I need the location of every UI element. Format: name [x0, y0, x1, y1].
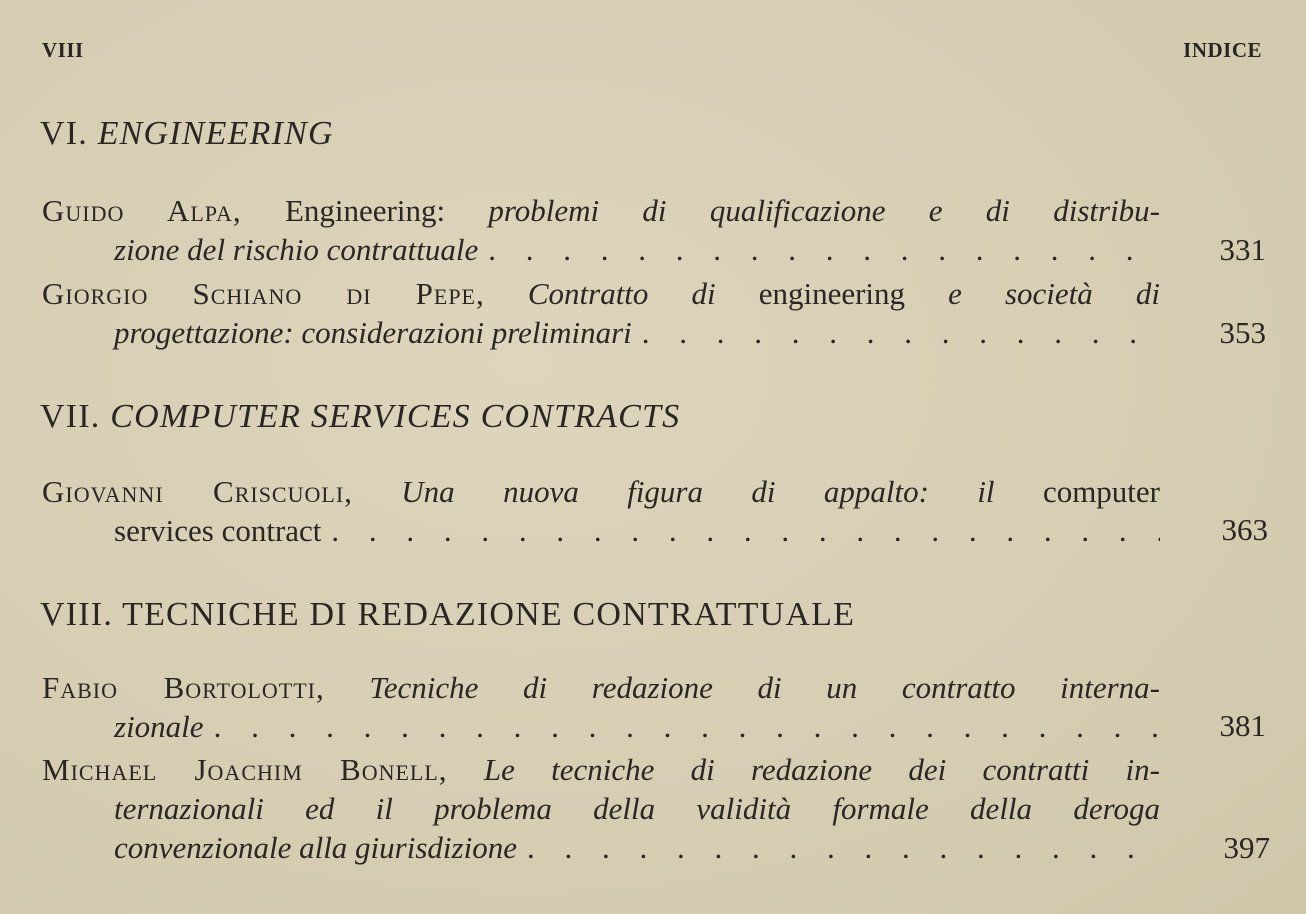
entry-line: [42, 668, 1160, 707]
entry-line-cont: [42, 313, 1160, 352]
toc-entry-alpa[interactable]: [42, 191, 1160, 269]
dot-leader: [632, 313, 1160, 352]
entry-title-roman: Engineering:: [284, 193, 446, 228]
entry-title-italic: problemi di qualificazione e di distribu-: [488, 193, 1161, 228]
entry-title-cont: convenzionale alla giurisdizione: [114, 830, 517, 865]
toc-entry-bonell[interactable]: [42, 750, 1160, 867]
toc-entry-schiano-di-pepe[interactable]: [42, 274, 1160, 352]
section-number: VI.: [40, 115, 88, 152]
dot-leader: [517, 828, 1160, 867]
entry-title-cont: zione del rischio contrattuale: [114, 232, 479, 267]
entry-title-italic: e società di: [948, 276, 1160, 311]
section-number: VIII.: [40, 596, 114, 633]
entry-line: [42, 191, 1160, 230]
entry-page-number: 397: [1223, 830, 1270, 865]
entry-page-number: 353: [1219, 315, 1266, 350]
entry-title-roman: engineering: [758, 276, 906, 311]
entry-author: Guido Alpa,: [42, 193, 242, 228]
dot-leader: [321, 511, 1160, 550]
section-heading-vi: [40, 115, 334, 153]
section-title: TECNICHE DI REDAZIONE CONTRATTUALE: [122, 596, 856, 633]
entry-line: [42, 472, 1160, 511]
entry-title-roman: computer: [1042, 474, 1161, 509]
entry-author: Giovanni Criscuoli,: [42, 474, 353, 509]
section-number: VII.: [40, 398, 101, 435]
page-number-roman: VIII: [42, 38, 84, 62]
entry-line-cont: [42, 828, 1160, 867]
running-title: INDICE: [1183, 38, 1262, 62]
entry-author: Fabio Bortolotti,: [42, 670, 325, 705]
section-heading-viii: [40, 596, 855, 634]
entry-title-italic: Una nuova figura di appalto:: [401, 474, 929, 509]
entry-title-italic: Le tecniche di redazione dei contratti in-: [483, 752, 1160, 787]
dot-leader: [204, 707, 1160, 746]
entry-line: [42, 750, 1160, 789]
toc-entry-bortolotti[interactable]: [42, 668, 1160, 746]
entry-title-italic: il: [977, 474, 995, 509]
running-head: [42, 38, 1262, 68]
dot-leader: [478, 230, 1160, 269]
entry-title-italic: Tecniche di redazione di un contratto interna-: [369, 670, 1160, 705]
entry-line-cont: [42, 707, 1160, 746]
entry-line: [42, 274, 1160, 313]
entry-line-cont: [42, 230, 1160, 269]
entry-title-cont: ternazionali ed il problema della validità formale della deroga: [114, 791, 1160, 826]
entry-line-cont: [42, 511, 1160, 550]
entry-author: Giorgio Schiano di Pepe,: [42, 276, 485, 311]
section-title: ENGINEERING: [97, 115, 334, 152]
section-title: COMPUTER SERVICES CONTRACTS: [110, 398, 681, 435]
entry-page-number: 381: [1219, 708, 1266, 743]
section-heading-vii: [40, 398, 680, 436]
entry-title-cont: zionale: [114, 709, 204, 744]
entry-title-cont: services contract: [114, 513, 322, 548]
entry-title-cont: progettazione: considerazioni preliminari: [114, 315, 632, 350]
entry-page-number: 363: [1221, 512, 1268, 547]
entry-title-italic: Contratto di: [527, 276, 716, 311]
entry-author: Michael Joachim Bonell,: [42, 752, 448, 787]
entry-line-cont: [42, 789, 1160, 828]
entry-page-number: 331: [1219, 232, 1266, 267]
toc-entry-criscuoli[interactable]: [42, 472, 1160, 550]
